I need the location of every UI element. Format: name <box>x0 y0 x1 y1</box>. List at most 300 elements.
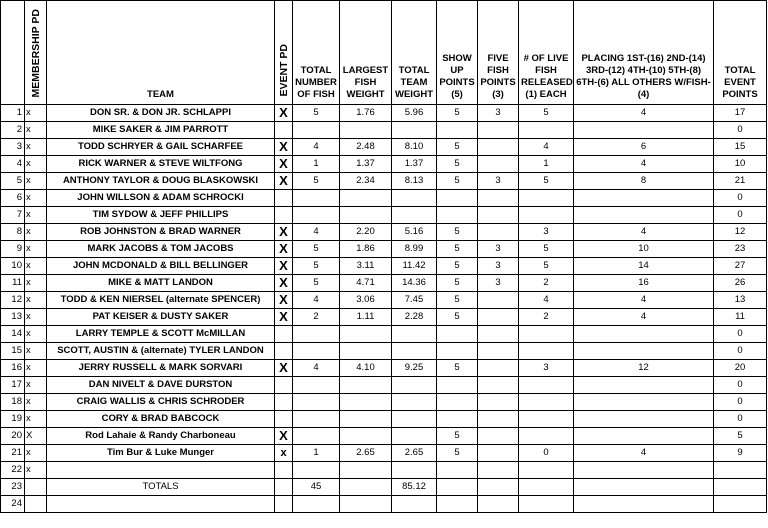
membership-cell: x <box>25 105 47 122</box>
team-cell: JERRY RUSSELL & MARK SORVARI <box>47 360 275 377</box>
fish-count-cell: 4 <box>293 292 340 309</box>
five-fish-cell: 3 <box>478 275 519 292</box>
placing-cell: 14 <box>574 258 714 275</box>
membership-cell: x <box>25 207 47 224</box>
fish-count-cell <box>293 343 340 360</box>
largest-fish-cell <box>340 462 392 479</box>
row-number: 22 <box>1 462 25 479</box>
empty-cell <box>340 496 392 513</box>
fish-count-cell: 5 <box>293 241 340 258</box>
total-points-cell: 9 <box>714 445 767 462</box>
fish-count-cell: 4 <box>293 360 340 377</box>
membership-cell: x <box>25 360 47 377</box>
largest-fish-cell: 1.86 <box>340 241 392 258</box>
placing-cell <box>574 428 714 445</box>
event-cell: X <box>275 275 293 292</box>
team-cell: JOHN MCDONALD & BILL BELLINGER <box>47 258 275 275</box>
fish-count-cell <box>293 428 340 445</box>
totals-row <box>1 479 767 496</box>
team-weight-cell <box>392 207 437 224</box>
placing-cell: 6 <box>574 139 714 156</box>
five-fish-cell <box>478 428 519 445</box>
team-weight-cell <box>392 428 437 445</box>
team-weight-cell: 5.96 <box>392 105 437 122</box>
five-fish-cell <box>478 377 519 394</box>
team-weight-cell <box>392 411 437 428</box>
five-fish-cell <box>478 207 519 224</box>
placing-header: PLACING 1ST-(16) 2ND-(14) 3RD-(12) 4TH-(10) 5TH-(8) 6TH-(6) ALL OTHERS W/FISH-(4) <box>574 1 714 105</box>
five-fish-cell <box>478 479 519 496</box>
team-cell: CRAIG WALLIS & CHRIS SCHRODER <box>47 394 275 411</box>
placing-cell: 8 <box>574 173 714 190</box>
total-points-cell: 0 <box>714 190 767 207</box>
total-points-cell: 15 <box>714 139 767 156</box>
live-fish-cell: 4 <box>519 139 574 156</box>
total-points-cell: 27 <box>714 258 767 275</box>
show-up-cell: 5 <box>437 428 478 445</box>
live-fish-cell <box>519 207 574 224</box>
total-points-cell: 0 <box>714 207 767 224</box>
show-up-cell <box>437 326 478 343</box>
team-cell: Rod Lahaie & Randy Charboneau <box>47 428 275 445</box>
row-number: 21 <box>1 445 25 462</box>
largest-fish-cell: 1.76 <box>340 105 392 122</box>
membership-cell: X <box>25 428 47 445</box>
row-number: 4 <box>1 156 25 173</box>
team-cell: ANTHONY TAYLOR & DOUG BLASKOWSKI <box>47 173 275 190</box>
row-number: 23 <box>1 479 25 496</box>
live-fish-cell: 2 <box>519 275 574 292</box>
live-fish-cell: 0 <box>519 445 574 462</box>
membership-cell: x <box>25 258 47 275</box>
show-up-cell <box>437 343 478 360</box>
fish-count-cell: 4 <box>293 224 340 241</box>
event-cell: X <box>275 309 293 326</box>
total-points-cell: 0 <box>714 394 767 411</box>
table-row <box>1 411 767 428</box>
row-number: 5 <box>1 173 25 190</box>
team-cell <box>47 462 275 479</box>
row-number: 16 <box>1 360 25 377</box>
placing-cell <box>574 343 714 360</box>
placing-cell <box>574 377 714 394</box>
show-up-cell <box>437 462 478 479</box>
row-number: 12 <box>1 292 25 309</box>
show-up-cell <box>437 122 478 139</box>
total-points-cell: 13 <box>714 292 767 309</box>
show-up-cell: 5 <box>437 258 478 275</box>
live-fish-cell <box>519 122 574 139</box>
fish-count-cell <box>293 190 340 207</box>
total-weight-header: TOTAL TEAM WEIGHT <box>392 1 437 105</box>
row-number: 15 <box>1 343 25 360</box>
live-fish-cell <box>519 479 574 496</box>
membership-cell: x <box>25 292 47 309</box>
team-weight-cell: 9.25 <box>392 360 437 377</box>
placing-cell: 10 <box>574 241 714 258</box>
empty-cell <box>47 496 275 513</box>
table-row <box>1 309 767 326</box>
five-fish-cell <box>478 343 519 360</box>
event-cell: x <box>275 445 293 462</box>
live-fish-cell: 2 <box>519 309 574 326</box>
row-number: 13 <box>1 309 25 326</box>
table-row <box>1 394 767 411</box>
event-cell: X <box>275 292 293 309</box>
row-number: 2 <box>1 122 25 139</box>
empty-cell <box>25 496 47 513</box>
show-up-cell: 5 <box>437 139 478 156</box>
table-row <box>1 343 767 360</box>
event-cell <box>275 411 293 428</box>
event-cell: X <box>275 224 293 241</box>
empty-cell <box>478 496 519 513</box>
live-fish-cell <box>519 377 574 394</box>
team-weight-cell <box>392 377 437 394</box>
show-up-cell: 5 <box>437 275 478 292</box>
table-row <box>1 377 767 394</box>
team-weight-cell: 11.42 <box>392 258 437 275</box>
largest-fish-cell <box>340 343 392 360</box>
placing-cell: 16 <box>574 275 714 292</box>
placing-cell: 4 <box>574 224 714 241</box>
table-row <box>1 292 767 309</box>
team-weight-cell: 14.36 <box>392 275 437 292</box>
team-cell: ROB JOHNSTON & BRAD WARNER <box>47 224 275 241</box>
live-fish-cell <box>519 190 574 207</box>
live-fish-header: # OF LIVE FISH RELEASED (1) EACH <box>519 1 574 105</box>
membership-cell: x <box>25 462 47 479</box>
placing-cell <box>574 207 714 224</box>
event-cell: X <box>275 241 293 258</box>
event-cell <box>275 479 293 496</box>
five-fish-header: FIVE FISH POINTS (3) <box>478 1 519 105</box>
empty-cell <box>293 496 340 513</box>
table-row <box>1 445 767 462</box>
empty-cell <box>574 496 714 513</box>
placing-cell <box>574 479 714 496</box>
team-weight-cell: 8.99 <box>392 241 437 258</box>
table-row <box>1 156 767 173</box>
team-cell: MARK JACOBS & TOM JACOBS <box>47 241 275 258</box>
team-weight-cell: 7.45 <box>392 292 437 309</box>
team-cell: JOHN WILLSON & ADAM SCHROCKI <box>47 190 275 207</box>
total-points-cell: 10 <box>714 156 767 173</box>
placing-cell <box>574 411 714 428</box>
show-up-cell <box>437 394 478 411</box>
event-cell <box>275 394 293 411</box>
row-number: 24 <box>1 496 25 513</box>
event-cell: X <box>275 258 293 275</box>
total-points-cell: 0 <box>714 377 767 394</box>
row-number: 14 <box>1 326 25 343</box>
empty-cell <box>437 496 478 513</box>
placing-cell: 12 <box>574 360 714 377</box>
show-up-cell: 5 <box>437 224 478 241</box>
team-cell: CORY & BRAD BABCOCK <box>47 411 275 428</box>
team-weight-cell <box>392 326 437 343</box>
total-points-cell <box>714 462 767 479</box>
fish-count-cell <box>293 122 340 139</box>
membership-header: MEMBERSHIP PD <box>25 1 47 105</box>
show-up-cell: 5 <box>437 241 478 258</box>
five-fish-cell <box>478 360 519 377</box>
five-fish-cell <box>478 394 519 411</box>
membership-cell: x <box>25 411 47 428</box>
fish-count-cell: 1 <box>293 445 340 462</box>
table-row <box>1 428 767 445</box>
table-row <box>1 241 767 258</box>
five-fish-cell <box>478 139 519 156</box>
total-points-cell: 0 <box>714 411 767 428</box>
table-row <box>1 105 767 122</box>
total-fish-header: TOTAL NUMBER OF FISH <box>293 1 340 105</box>
show-up-cell: 5 <box>437 105 478 122</box>
row-number: 10 <box>1 258 25 275</box>
show-up-cell: 5 <box>437 173 478 190</box>
membership-cell: x <box>25 139 47 156</box>
five-fish-cell <box>478 292 519 309</box>
row-number: 19 <box>1 411 25 428</box>
live-fish-cell: 3 <box>519 360 574 377</box>
live-fish-cell <box>519 394 574 411</box>
table-row <box>1 360 767 377</box>
event-cell <box>275 377 293 394</box>
table-row <box>1 139 767 156</box>
membership-cell: x <box>25 241 47 258</box>
total-points-cell: 0 <box>714 326 767 343</box>
totals-label: TOTALS <box>47 479 275 496</box>
event-cell <box>275 326 293 343</box>
fish-count-cell: 2 <box>293 309 340 326</box>
total-fish-sum: 45 <box>293 479 340 496</box>
corner-cell <box>1 1 25 105</box>
team-weight-cell: 8.13 <box>392 173 437 190</box>
membership-cell: x <box>25 173 47 190</box>
team-cell: RICK WARNER & STEVE WILTFONG <box>47 156 275 173</box>
show-up-cell <box>437 479 478 496</box>
table-row <box>1 122 767 139</box>
total-points-cell: 17 <box>714 105 767 122</box>
membership-cell: x <box>25 156 47 173</box>
largest-fish-cell: 1.37 <box>340 156 392 173</box>
live-fish-cell: 1 <box>519 156 574 173</box>
row-number: 11 <box>1 275 25 292</box>
placing-cell <box>574 394 714 411</box>
total-points-cell: 0 <box>714 122 767 139</box>
largest-fish-cell <box>340 207 392 224</box>
placing-cell: 4 <box>574 445 714 462</box>
total-points-cell <box>714 479 767 496</box>
empty-cell <box>392 496 437 513</box>
event-cell <box>275 122 293 139</box>
live-fish-cell <box>519 428 574 445</box>
row-number: 9 <box>1 241 25 258</box>
team-header: TEAM <box>47 1 275 105</box>
largest-fish-cell <box>340 377 392 394</box>
live-fish-cell: 5 <box>519 105 574 122</box>
show-up-header: SHOW UP POINTS (5) <box>437 1 478 105</box>
fish-count-cell: 5 <box>293 258 340 275</box>
table-row <box>1 173 767 190</box>
show-up-cell: 5 <box>437 445 478 462</box>
team-cell: MIKE & MATT LANDON <box>47 275 275 292</box>
empty-cell <box>714 496 767 513</box>
five-fish-cell: 3 <box>478 241 519 258</box>
largest-fish-cell <box>340 479 392 496</box>
empty-cell <box>275 496 293 513</box>
membership-cell: x <box>25 309 47 326</box>
team-weight-cell: 2.65 <box>392 445 437 462</box>
total-points-cell: 5 <box>714 428 767 445</box>
row-number: 6 <box>1 190 25 207</box>
membership-cell: x <box>25 224 47 241</box>
fish-count-cell: 4 <box>293 139 340 156</box>
show-up-cell <box>437 207 478 224</box>
team-weight-cell <box>392 394 437 411</box>
team-weight-cell: 2.28 <box>392 309 437 326</box>
fish-count-cell: 5 <box>293 173 340 190</box>
largest-fish-cell: 2.65 <box>340 445 392 462</box>
show-up-cell: 5 <box>437 292 478 309</box>
team-cell: LARRY TEMPLE & SCOTT McMILLAN <box>47 326 275 343</box>
five-fish-cell <box>478 156 519 173</box>
placing-cell <box>574 462 714 479</box>
membership-cell: x <box>25 343 47 360</box>
event-cell <box>275 462 293 479</box>
event-cell: X <box>275 428 293 445</box>
team-cell: SCOTT, AUSTIN & (alternate) TYLER LANDON <box>47 343 275 360</box>
largest-fish-cell <box>340 394 392 411</box>
fish-count-cell: 1 <box>293 156 340 173</box>
total-points-cell: 12 <box>714 224 767 241</box>
live-fish-cell <box>519 326 574 343</box>
largest-fish-cell: 2.48 <box>340 139 392 156</box>
team-weight-cell <box>392 343 437 360</box>
five-fish-cell <box>478 224 519 241</box>
team-weight-cell: 1.37 <box>392 156 437 173</box>
event-cell: X <box>275 139 293 156</box>
table-row <box>1 190 767 207</box>
placing-cell: 4 <box>574 292 714 309</box>
team-cell: TIM SYDOW & JEFF PHILLIPS <box>47 207 275 224</box>
total-points-cell: 20 <box>714 360 767 377</box>
live-fish-cell <box>519 411 574 428</box>
membership-cell: x <box>25 275 47 292</box>
largest-fish-cell <box>340 190 392 207</box>
row-number: 18 <box>1 394 25 411</box>
row-number: 1 <box>1 105 25 122</box>
membership-cell: x <box>25 445 47 462</box>
largest-fish-cell: 4.71 <box>340 275 392 292</box>
membership-cell: x <box>25 394 47 411</box>
total-points-cell: 26 <box>714 275 767 292</box>
row-number: 7 <box>1 207 25 224</box>
five-fish-cell <box>478 326 519 343</box>
five-fish-cell <box>478 462 519 479</box>
show-up-cell <box>437 190 478 207</box>
largest-fish-cell: 3.06 <box>340 292 392 309</box>
five-fish-cell <box>478 445 519 462</box>
event-cell: X <box>275 360 293 377</box>
fish-count-cell: 5 <box>293 105 340 122</box>
team-weight-cell <box>392 462 437 479</box>
table-row <box>1 462 767 479</box>
live-fish-cell: 5 <box>519 173 574 190</box>
largest-fish-cell: 4.10 <box>340 360 392 377</box>
five-fish-cell: 3 <box>478 105 519 122</box>
team-weight-cell: 5.16 <box>392 224 437 241</box>
total-points-header: TOTAL EVENT POINTS <box>714 1 767 105</box>
total-weight-sum: 85.12 <box>392 479 437 496</box>
team-weight-cell <box>392 122 437 139</box>
fish-count-cell <box>293 377 340 394</box>
empty-cell <box>519 496 574 513</box>
team-cell: TODD SCHRYER & GAIL SCHARFEE <box>47 139 275 156</box>
five-fish-cell: 3 <box>478 173 519 190</box>
live-fish-cell: 5 <box>519 241 574 258</box>
placing-cell: 4 <box>574 105 714 122</box>
placing-cell <box>574 122 714 139</box>
event-header: EVENT PD <box>275 1 293 105</box>
largest-fish-header: LARGEST FISH WEIGHT <box>340 1 392 105</box>
live-fish-cell: 5 <box>519 258 574 275</box>
row-number: 3 <box>1 139 25 156</box>
table-row <box>1 258 767 275</box>
five-fish-cell <box>478 122 519 139</box>
five-fish-cell: 3 <box>478 258 519 275</box>
event-cell: X <box>275 105 293 122</box>
show-up-cell: 5 <box>437 309 478 326</box>
placing-cell <box>574 326 714 343</box>
table-row <box>1 224 767 241</box>
live-fish-cell: 4 <box>519 292 574 309</box>
live-fish-cell <box>519 462 574 479</box>
team-cell: TODD & KEN NIERSEL (alternate SPENCER) <box>47 292 275 309</box>
team-cell: DAN NIVELT & DAVE DURSTON <box>47 377 275 394</box>
show-up-cell: 5 <box>437 156 478 173</box>
event-cell <box>275 207 293 224</box>
membership-cell: x <box>25 122 47 139</box>
table-row <box>1 275 767 292</box>
show-up-cell <box>437 377 478 394</box>
row-number: 20 <box>1 428 25 445</box>
header-row <box>1 1 767 105</box>
team-cell: Tim Bur & Luke Munger <box>47 445 275 462</box>
event-cell: X <box>275 173 293 190</box>
largest-fish-cell: 2.20 <box>340 224 392 241</box>
largest-fish-cell: 1.11 <box>340 309 392 326</box>
fish-count-cell <box>293 411 340 428</box>
largest-fish-cell: 2.34 <box>340 173 392 190</box>
largest-fish-cell <box>340 326 392 343</box>
five-fish-cell <box>478 411 519 428</box>
largest-fish-cell <box>340 428 392 445</box>
event-cell: X <box>275 156 293 173</box>
team-weight-cell: 8.10 <box>392 139 437 156</box>
row-number: 8 <box>1 224 25 241</box>
total-points-cell: 23 <box>714 241 767 258</box>
five-fish-cell <box>478 309 519 326</box>
membership-cell: x <box>25 326 47 343</box>
total-points-cell: 11 <box>714 309 767 326</box>
show-up-cell <box>437 411 478 428</box>
membership-cell <box>25 479 47 496</box>
total-points-cell: 21 <box>714 173 767 190</box>
fish-count-cell <box>293 326 340 343</box>
table-row <box>1 326 767 343</box>
live-fish-cell: 3 <box>519 224 574 241</box>
